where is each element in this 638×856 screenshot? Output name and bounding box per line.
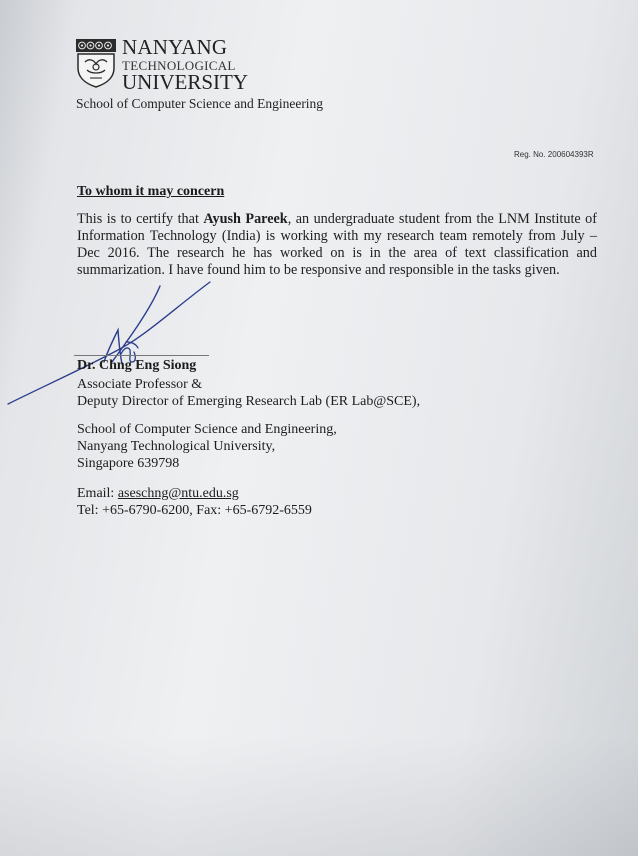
- university-logo-text: [122, 37, 248, 93]
- certification-paragraph: [77, 211, 597, 279]
- signatory-titles: [77, 376, 420, 410]
- signatory-title-1: Associate Professor &: [77, 377, 203, 392]
- address-line-3: Singapore 639798: [77, 456, 180, 471]
- ntu-crest-icon: [75, 38, 117, 88]
- address-block: [77, 421, 337, 472]
- email-link[interactable]: aseschng@ntu.edu.sg: [117, 486, 239, 501]
- signature-line: [74, 355, 209, 356]
- school-name: School of Computer Science and Engineering: [76, 96, 324, 111]
- phone-fax: Tel: +65-6790-6200, Fax: +65-6792-6559: [77, 503, 312, 518]
- logo-university: UNIVERSITY: [122, 70, 248, 94]
- email-label: Email:: [77, 486, 118, 501]
- page-shadow: [0, 736, 638, 856]
- student-name: Ayush Pareek: [203, 211, 288, 227]
- body-part2: , an undergraduate student from the LNM Institute of Information Technology (India) is working with my research team remotely from July – Dec 2016. The research he has worked on is in the area of text classification and summarization. I have found him to be responsive and responsible in the tasks given.: [77, 211, 597, 278]
- letter-heading: To whom it may concern: [77, 184, 225, 199]
- body-part1: This is to certify that: [77, 211, 204, 227]
- signatory-title-2: Deputy Director of Emerging Research Lab (ER Lab@SCE),: [77, 394, 421, 409]
- address-line-1: School of Computer Science and Engineering,: [77, 422, 337, 437]
- address-line-2: Nanyang Technological University,: [77, 439, 276, 454]
- registration-number: Reg. No. 200604393R: [514, 150, 594, 159]
- logo-technological: TECHNOLOGICAL: [122, 58, 236, 73]
- signatory-name: Dr. Chng Eng Siong: [77, 358, 197, 373]
- contact-block: [77, 485, 312, 519]
- logo-nanyang: NANYANG: [122, 35, 228, 59]
- email-row: [77, 485, 312, 502]
